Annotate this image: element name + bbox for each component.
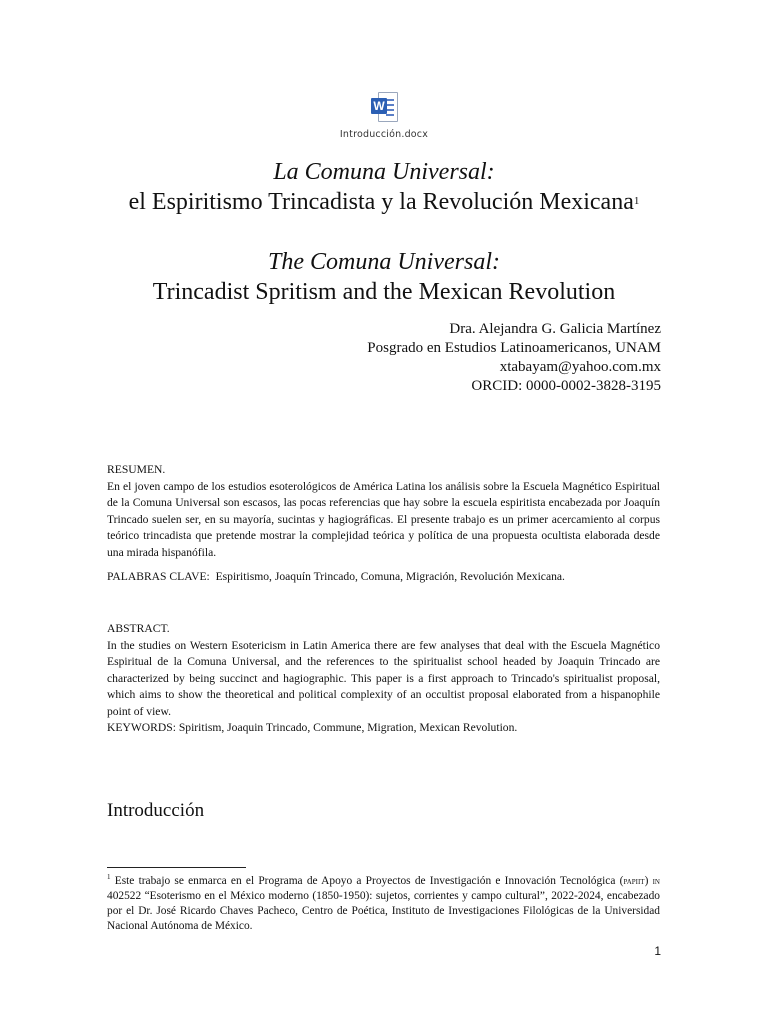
footnote-number: 1 <box>107 873 111 881</box>
resumen-body: En el joven campo de los estudios esoterológicos de América Latina los análisis sobre la Escuela Magnético Espiritual de la Comuna Universal son escasos, las pocas referencias que hay sobre la escuela espiritista encabezada por Joaquín Trincado suelen ser, en su mayoría, sucintas y hagiográficas. El presente trabajo es un primer acercamiento al corpus teórico trincadista que pretende mostrar la complejidad teórica y política de una propuesta ocultista elaborada desde una mirada hispanófila. <box>107 479 660 559</box>
word-badge: W <box>371 98 387 114</box>
in-label: in <box>652 875 660 887</box>
author-email[interactable]: xtabayam@yahoo.com.mx <box>499 359 661 375</box>
embedded-docx-attachment[interactable] <box>320 92 448 140</box>
title-en-line1: The Comuna Universal: <box>268 249 500 275</box>
palabras-clave-terms: Espiritismo, Joaquín Trincado, Comuna, Migración, Revolución Mexicana. <box>215 570 565 583</box>
palabras-clave-label: PALABRAS CLAVE: <box>107 570 210 583</box>
introduccion-heading: Introducción <box>107 800 205 821</box>
resumen-heading: RESUMEN. <box>107 463 166 476</box>
author-name: Dra. Alejandra G. Galicia Martínez <box>449 321 661 337</box>
resumen-section <box>107 462 660 561</box>
author-block <box>367 320 661 396</box>
footnote-ref[interactable]: 1 <box>633 195 640 207</box>
title-english <box>90 247 678 307</box>
abstract-body: In the studies on Western Esotericism in Latin America there are few analyses that deal with the Escuela Magnético Espiritual de la Comuna Universal, and the references to the spiritualist school headed by Joaquin Trincado are characterized by being succinct and hagiographic. This paper is a first approach to Trincado's spiritualist proposal, which aims to show the theoretical and political complexity of an occultist proposal elaborated from a hispanophile point of view. <box>107 638 660 718</box>
palabras-clave <box>107 569 660 586</box>
word-document-icon[interactable] <box>371 92 397 122</box>
keywords-label: KEYWORDS: <box>107 721 176 734</box>
footnote-1: $^1$ Este trabajo se enmarca en el Programa de Apoyo a Proyectos de Investigación e Innovación Tecnológica (papiit) in 402522 “Esoterismo en el México moderno (1850-1950): sujetos, corrientes y campo cultural”, 2022-2024, encabezado por el Dr. José Ricardo Chaves Pacheco, Centro de Poética, Instituto de Investigaciones Filológicas de la Universidad Nacional Autónoma de México. <box>107 873 660 933</box>
title-spanish <box>90 157 678 217</box>
footnote-separator <box>107 867 246 868</box>
author-affiliation: Posgrado en Estudios Latinoamericanos, UNAM <box>367 340 661 356</box>
keywords-terms: Spiritism, Joaquin Trincado, Commune, Migration, Mexican Revolution. <box>178 721 518 734</box>
abstract-section <box>107 621 660 737</box>
title-es-line1: La Comuna Universal: <box>273 159 495 185</box>
abstract-heading: ABSTRACT. <box>107 622 170 635</box>
papiit-acronym: papiit <box>623 875 645 887</box>
keywords <box>107 720 660 737</box>
title-es-line2: el Espiritismo Trincadista y la Revolución Mexicana$^1$ <box>128 189 640 215</box>
page-number: 1 <box>654 944 661 958</box>
title-en-line2: Trincadist Spritism and the Mexican Revolution <box>152 279 616 305</box>
attachment-filename[interactable]: Introducción.docx <box>339 129 429 140</box>
author-orcid: ORCID: 0000-0002-3828-3195 <box>471 378 661 394</box>
